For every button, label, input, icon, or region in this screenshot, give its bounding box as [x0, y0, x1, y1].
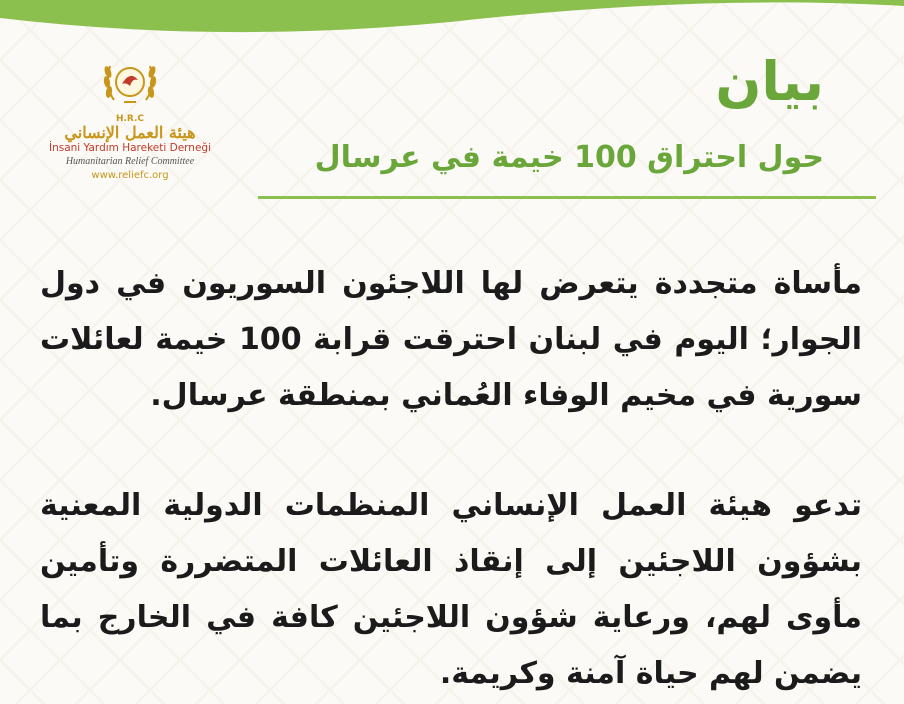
- logo-name-tr: İnsani Yardım Hareketi Derneği: [48, 142, 212, 154]
- hrc-logo: [40, 50, 220, 210]
- top-wave-banner: [0, 0, 904, 40]
- logo-name-en: Humanitarian Relief Committee: [65, 156, 195, 167]
- logo-website: www.reliefc.org: [91, 170, 169, 181]
- page-title: بيان: [715, 50, 824, 113]
- statement-paragraph-1: مأساة متجددة يتعرض لها اللاجئون السوريون في دول الجوار؛ اليوم في لبنان احترقت قرابة 100 خيمة لعائلات سورية في مخيم الوفاء العُماني بمنطقة عرسال.: [40, 266, 862, 413]
- title-divider: [258, 196, 876, 199]
- logo-name-ar: هيئة العمل الإنساني: [64, 123, 196, 142]
- page-subtitle: حول احتراق 100 خيمة في عرسال: [314, 140, 824, 175]
- statement-paragraph-2: تدعو هيئة العمل الإنساني المنظمات الدولية المعنية بشؤون اللاجئين إلى إنقاذ العائلات المتضررة وتأمين مأوى لهم، ورعاية شؤون اللاجئين كافة في الخارج بما يضمن لهم حياة آمنة وكريمة.: [40, 488, 862, 691]
- logo-abbr: H.R.C: [115, 114, 145, 124]
- laurel-globe-icon: [98, 50, 162, 114]
